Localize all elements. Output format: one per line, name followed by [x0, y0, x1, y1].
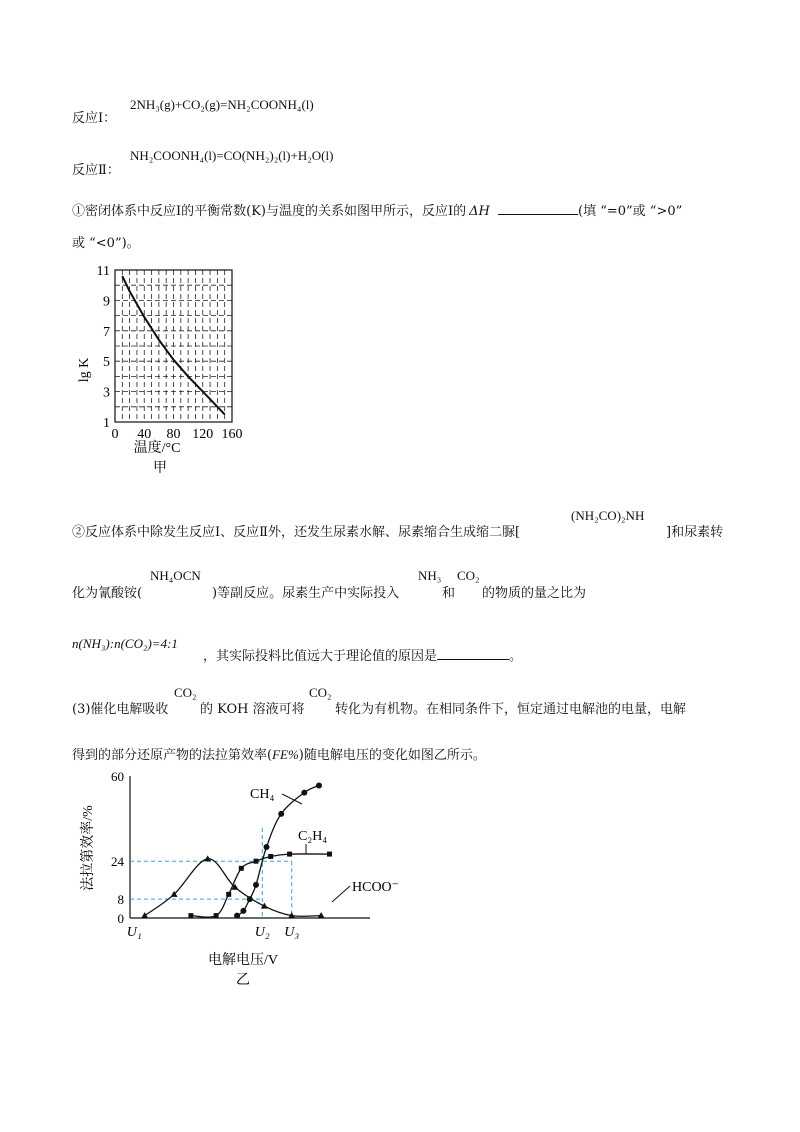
chart-yi-x-label: 电解电压/V	[208, 953, 278, 968]
reaction2-equation: NH₂COONH₄(l)=CO(NH₂)₂(l)+H₂O(l)	[130, 148, 334, 163]
data-point-circle	[278, 811, 284, 817]
y-tick-label: 1	[103, 416, 110, 431]
question-2-line3-end: 。	[509, 649, 523, 664]
x-tick-label: 0	[111, 427, 119, 442]
y-tick-label: 7	[103, 324, 110, 340]
cyanate-formula: NH₄OCN	[150, 568, 201, 583]
chart-jia-x-label: 温度/°C	[133, 441, 181, 456]
chart-yi-label-hcoo: HCOO⁻	[352, 880, 400, 895]
data-point-square	[287, 852, 292, 857]
y-tick-label: 3	[103, 385, 110, 401]
feed-ratio: n(NH₃):n(CO₂)=4:1	[72, 636, 178, 651]
question-1-text: ①密闭体系中反应Ⅰ的平衡常数(K)与温度的关系如图甲所示，反应Ⅰ的	[72, 204, 467, 219]
data-point-square	[254, 859, 259, 864]
nh3-formula: NH₃	[418, 568, 442, 583]
question-3-line1a: (3)催化电解吸收	[72, 702, 169, 717]
biuret-formula: (NH₂CO)₂NH	[571, 508, 645, 523]
data-point-circle	[234, 913, 240, 919]
question-3-line2-end: )随电解电压的变化如图乙所示。	[298, 748, 486, 763]
co2-formula-a: CO₂	[174, 685, 197, 700]
reaction1-label: 反应Ⅰ：	[72, 111, 117, 126]
chart-yi-leader-hcoo	[332, 886, 350, 902]
chart-yi-guides	[130, 828, 292, 918]
y-tick-label: 0	[117, 911, 124, 926]
y-tick-label: 60	[111, 769, 124, 784]
data-point-square	[327, 852, 332, 857]
chart-jia-y-label: lg K	[77, 357, 92, 383]
x-tick-label: 40	[137, 427, 152, 442]
y-tick-label: 8	[117, 892, 124, 908]
question-2-line1b: ]和尿素转	[666, 525, 724, 540]
chart-yi-series	[141, 782, 332, 918]
y-tick-label: 11	[96, 264, 110, 279]
answer-blank-delta-h[interactable]	[498, 202, 578, 215]
data-point-square	[239, 866, 244, 871]
question-1-hint: (填 “=0”或 “>0”	[578, 204, 683, 219]
co2-formula: CO₂	[457, 568, 480, 583]
x-tick-label: U₁	[126, 925, 142, 940]
y-tick-label: 5	[103, 355, 110, 371]
co2-formula-b: CO₂	[309, 685, 332, 700]
series-line-1	[191, 854, 330, 917]
data-point-circle	[240, 908, 246, 914]
question-3-line2-text: 得到的部分还原产物的法拉第效率(	[72, 748, 273, 763]
question-2-line2c: 的物质的量之比为	[482, 586, 587, 601]
question-2-line1a: ②反应体系中除发生反应Ⅰ、反应Ⅱ外，还发生尿素水解、尿素缩合生成缩二脲[	[72, 525, 521, 540]
chart-jia-caption: 甲	[153, 461, 167, 476]
chart-yi	[70, 764, 400, 994]
chart-yi-x-ticks	[127, 925, 300, 940]
data-point-square	[188, 913, 193, 918]
data-point-circle	[253, 882, 259, 888]
reaction1-equation: 2NH₃(g)+CO₂(g)=NH₂COONH₄(l)	[130, 97, 314, 112]
data-point-triangle	[141, 912, 148, 918]
x-tick-label: U₂	[254, 925, 270, 940]
data-point-square	[268, 854, 273, 859]
question-2-line3-text: ，其实际投料比值远大于理论值的原因是	[203, 649, 438, 664]
answer-blank-ratio-reason[interactable]	[437, 647, 509, 660]
data-point-square	[214, 913, 219, 918]
reaction2-label: 反应Ⅱ：	[72, 163, 120, 178]
x-tick-label: 160	[221, 427, 243, 442]
question-3-line2	[72, 744, 486, 763]
data-point-circle	[264, 844, 270, 850]
chart-yi-label-c2h4: C₂H₄	[298, 829, 328, 844]
chart-yi-y-ticks	[111, 769, 125, 926]
question-3-line1c: 转化为有机物。在相同条件下，恒定通过电解池的电量，电解	[335, 702, 687, 717]
question-2-and: 和	[442, 586, 456, 601]
data-point-circle	[301, 790, 307, 796]
question-1-line2: 或 “<0”)。	[72, 236, 140, 251]
chart-yi-y-label: 法拉第效率/%	[81, 805, 96, 891]
chart-jia	[70, 258, 260, 488]
question-3-line1b: 的 KOH 溶液可将	[200, 702, 305, 717]
data-point-circle	[316, 782, 322, 788]
chart-yi-label-ch4: CH₄	[250, 787, 275, 802]
x-tick-label: U₃	[284, 925, 300, 940]
question-2-line3	[203, 645, 522, 664]
y-tick-label: 9	[103, 294, 110, 310]
chart-yi-caption: 乙	[236, 973, 250, 988]
y-tick-label: 24	[111, 854, 124, 870]
x-tick-label: 120	[192, 427, 214, 442]
question-2-line2b: )等副反应。尿素生产中实际投入	[212, 586, 400, 601]
data-point-square	[226, 892, 231, 897]
question-2-line2a: 化为氰酸铵(	[72, 586, 143, 601]
chart-jia-x-ticks	[112, 427, 243, 442]
delta-h-symbol: ΔH	[469, 204, 490, 219]
chart-jia-y-ticks	[97, 264, 110, 431]
question-1-line1	[72, 200, 682, 219]
chart-jia-grid	[115, 270, 232, 422]
fe-symbol: FE%	[272, 747, 299, 762]
x-tick-label: 80	[166, 427, 181, 442]
